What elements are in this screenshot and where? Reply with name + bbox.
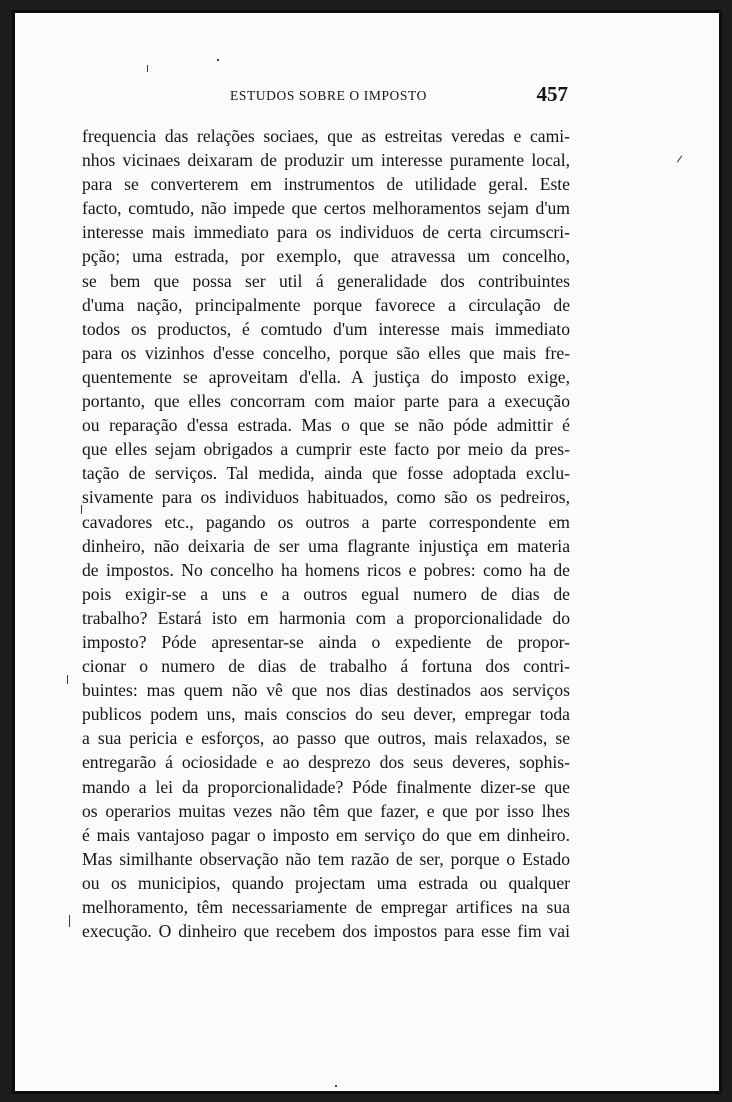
speck xyxy=(147,65,148,72)
page-number: 457 xyxy=(536,82,568,106)
text-line: publicos podem uns, mais conscios do seu dever, empregar toda xyxy=(82,704,570,725)
text-line: nhos vicinaes deixaram de produzir um interesse puramente local, xyxy=(82,150,570,171)
text-line: que elles sejam obrigados a cumprir este facto por meio da pres- xyxy=(82,439,570,460)
text-line: de impostos. No concelho ha homens ricos e pobres: como ha de xyxy=(82,559,570,580)
body-text xyxy=(82,124,570,943)
page-header xyxy=(88,84,572,106)
text-line: quentemente se aproveitam d'ella. A justiça do imposto exige, xyxy=(82,366,570,387)
text-line: interesse mais immediato para os individuos de certa circumscri- xyxy=(82,222,570,243)
text-line: frequencia das relações sociaes, que as estreitas veredas e cami- xyxy=(82,126,570,146)
text-line: pção; uma estrada, por exemplo, que atravessa um concelho, xyxy=(82,246,570,267)
speck xyxy=(677,155,682,162)
speck xyxy=(67,675,68,684)
text-line: para se converterem em instrumentos de utilidade geral. Este xyxy=(82,174,570,195)
speck xyxy=(69,915,70,927)
text-line: facto, comtudo, não impede que certos melhoramentos sejam d'um xyxy=(82,198,570,219)
text-line: cionar o numero de dias de trabalho á fortuna dos contri- xyxy=(82,656,570,677)
text-line: para os vizinhos d'esse concelho, porque são elles que mais fre- xyxy=(82,342,570,363)
text-line: cavadores etc., pagando os outros a parte correspondente em xyxy=(82,511,570,532)
text-line: entregarão á ociosidade e ao desprezo dos seus deveres, sophis- xyxy=(82,752,570,773)
speck xyxy=(335,1085,337,1087)
text-line: buintes: mas quem não vê que nos dias destinados aos serviços xyxy=(82,680,570,701)
text-line: Mas similhante observação não tem razão de ser, porque o Estado xyxy=(82,848,570,869)
text-line: todos os productos, é comtudo d'um interesse mais immediato xyxy=(82,318,570,339)
text-line: tação de serviços. Tal medida, ainda que fosse adoptada exclu- xyxy=(82,463,570,484)
text-line: ou os municipios, quando projectam uma estrada ou qualquer xyxy=(82,872,570,893)
text-line: mando a lei da proporcionalidade? Póde finalmente dizer-se que xyxy=(82,776,570,797)
text-line: é mais vantajoso pagar o imposto em serviço do que em dinheiro. xyxy=(82,824,570,845)
text-line: a sua pericia e esforços, ao passo que outros, mais relaxados, se xyxy=(82,728,570,749)
speck xyxy=(217,59,219,61)
text-line: trabalho? Estará isto em harmonia com a proporcionalidade do xyxy=(82,607,570,628)
text-line: dinheiro, não deixaria de ser uma flagrante injustiça em materia xyxy=(82,535,570,556)
text-line: ou reparação d'essa estrada. Mas o que se não póde admittir é xyxy=(82,415,570,436)
text-line: portanto, que elles concorram com maior parte para a execução xyxy=(82,391,570,412)
text-line: imposto? Póde apresentar-se ainda o expediente de propor- xyxy=(82,631,570,652)
text-line: execução. O dinheiro que recebem dos impostos para esse fim vai xyxy=(82,921,570,942)
text-line: d'uma nação, principalmente porque favorece a circulação de xyxy=(82,294,570,315)
running-head: ESTUDOS SOBRE O IMPOSTO xyxy=(230,88,427,103)
text-line: pois exigir-se a uns e a outros egual numero de dias de xyxy=(82,583,570,604)
text-line: sivamente para os individuos habituados, como são os pedreiros, xyxy=(82,487,570,508)
text-line: se bem que possa ser util á generalidade dos contribuintes xyxy=(82,270,570,291)
text-line: os operarios muitas vezes não têm que fazer, e que por isso lhes xyxy=(82,800,570,821)
text-line: melhoramento, têm necessariamente de empregar artifices na sua xyxy=(82,897,570,917)
